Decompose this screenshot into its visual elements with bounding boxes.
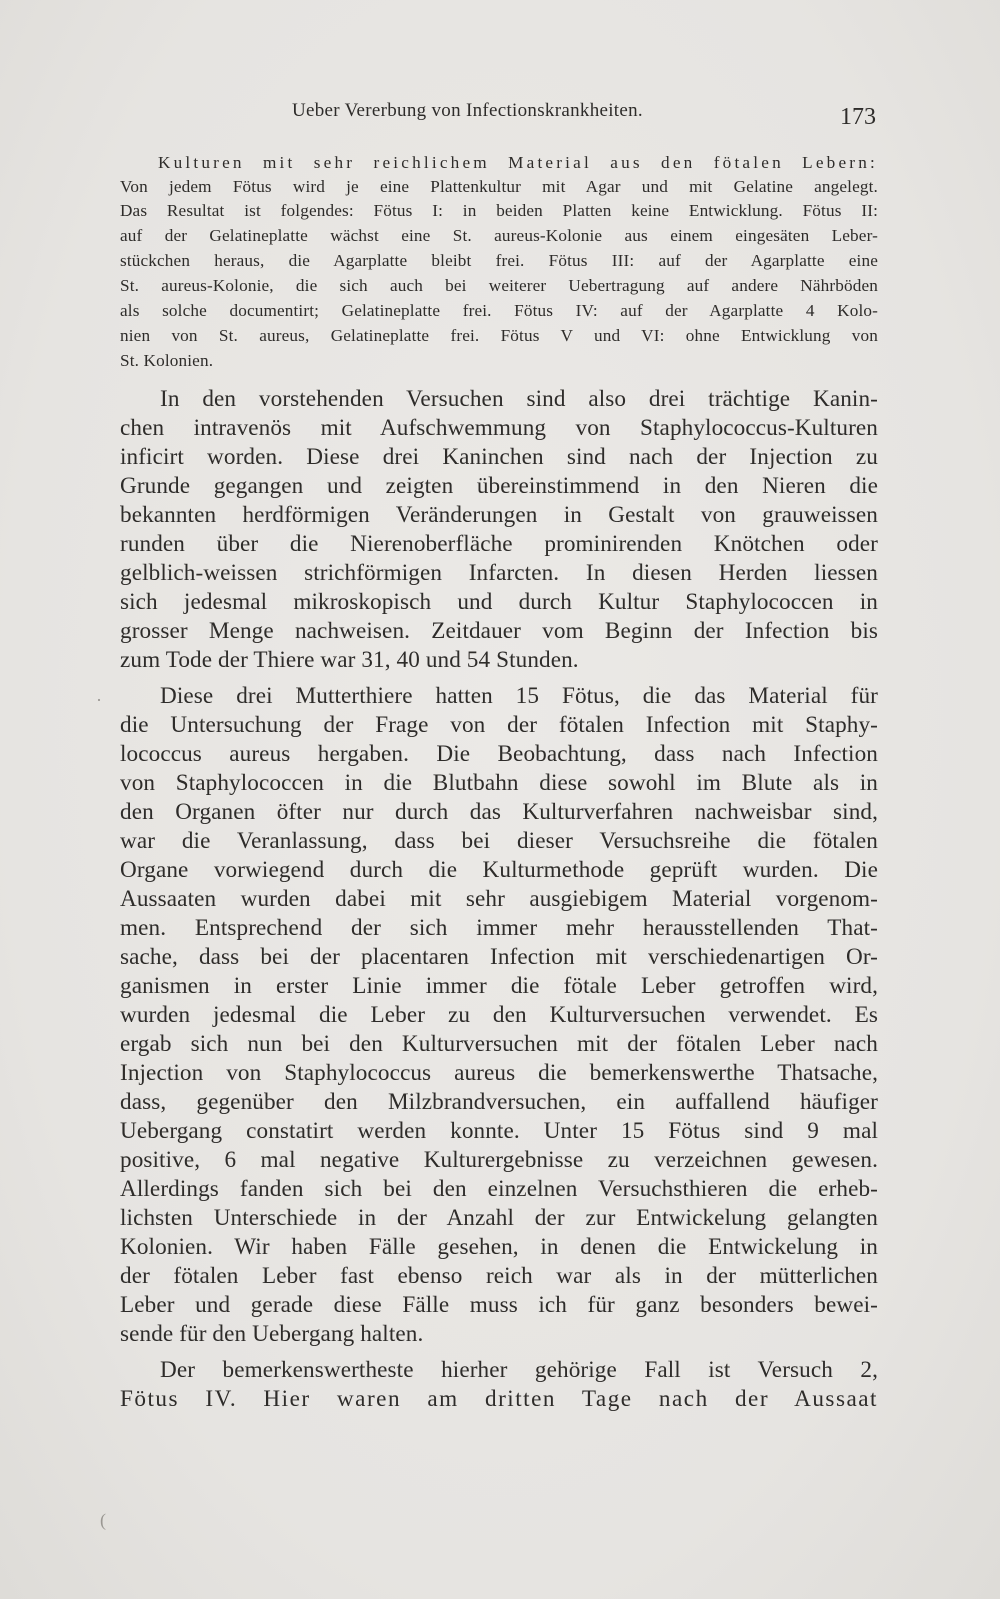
text-line: Aussaaten wurden dabei mit sehr ausgiebigem Material vorgenom- (120, 886, 878, 912)
text-line: dass, gegenüber den Milzbrandversuchen, ein auffallend häufiger (120, 1089, 878, 1115)
text-line: men. Entsprechend der sich immer mehr herausstellenden That- (120, 915, 878, 941)
text-line: Diese drei Mutterthiere hatten 15 Fötus, die das Material für (160, 683, 878, 709)
text-line: positive, 6 mal negative Kulturergebnisse zu verzeichnen gewesen. (120, 1147, 878, 1173)
text-line: sache, dass bei der placentaren Infection mit verschiedenartigen Or- (120, 944, 878, 970)
text-line: Uebergang constatirt werden konnte. Unter 15 Fötus sind 9 mal (120, 1118, 878, 1144)
text-line: bekannten herdförmigen Veränderungen in Gestalt von grauweissen (120, 502, 878, 528)
text-line: St. Kolonien. (120, 351, 214, 370)
text-line: zum Tode der Thiere war 31, 40 und 54 Stunden. (120, 647, 579, 673)
text-line: als solche documentirt; Gelatineplatte frei. Fötus IV: auf der Agarplatte 4 Kolo- (120, 301, 878, 320)
page-number: 173 (840, 104, 876, 130)
scan-speck: ( (100, 1510, 106, 1530)
scan-speck: · (96, 690, 102, 710)
text-line: In den vorstehenden Versuchen sind also drei trächtige Kanin- (160, 386, 878, 412)
text-line: war die Veranlassung, dass bei dieser Versuchsreihe die fötalen (120, 828, 878, 854)
text-line: stückchen heraus, die Agarplatte bleibt frei. Fötus III: auf der Agarplatte eine (120, 251, 878, 270)
text-line: Organe vorwiegend durch die Kulturmethode geprüft wurden. Die (120, 857, 878, 883)
text-line: die Untersuchung der Frage von der fötalen Infection mit Staphy- (120, 712, 878, 738)
text-line: Allerdings fanden sich bei den einzelnen Versuchsthieren die erheb- (120, 1176, 878, 1202)
text-line: runden über die Nierenoberfläche prominirenden Knötchen oder (120, 531, 878, 557)
text-line: Von jedem Fötus wird je eine Plattenkultur mit Agar und mit Gelatine angelegt. (120, 177, 878, 196)
text-line: chen intravenös mit Aufschwemmung von Staphylococcus-Kulturen (120, 415, 878, 441)
text-line: nien von St. aureus, Gelatineplatte frei. Fötus V und VI: ohne Entwicklung von (120, 326, 878, 345)
text-line: Das Resultat ist folgendes: Fötus I: in beiden Platten keine Entwicklung. Fötus II: (120, 201, 878, 220)
text-line: lichsten Unterschiede in der Anzahl der zur Entwickelung gelangten (120, 1205, 878, 1231)
text-line: ganismen in erster Linie immer die fötale Leber getroffen wird, (120, 973, 878, 999)
text-line: lococcus aureus hergaben. Die Beobachtung, dass nach Infection (120, 741, 878, 767)
text-line: Leber und gerade diese Fälle muss ich für ganz besonders bewei- (120, 1292, 878, 1318)
text-line: Injection von Staphylococcus aureus die bemerkenswerthe Thatsache, (120, 1060, 878, 1086)
text-line: Fötus IV. Hier waren am dritten Tage nach der Aussaat (120, 1386, 878, 1412)
text-line: inficirt worden. Diese drei Kaninchen sind nach der Injection zu (120, 444, 878, 470)
text-line: gelblich-weissen strichförmigen Infarcten. In diesen Herden liessen (120, 560, 878, 586)
text-line: sich jedesmal mikroskopisch und durch Kultur Staphylococcen in (120, 589, 878, 615)
text-line: Kolonien. Wir haben Fälle gesehen, in denen die Entwickelung in (120, 1234, 878, 1260)
text-line: ergab sich nun bei den Kulturversuchen mit der fötalen Leber nach (120, 1031, 878, 1057)
page-header (110, 96, 880, 136)
text-line: der fötalen Leber fast ebenso reich war als in der mütterlichen (120, 1263, 878, 1289)
text-line: sende für den Uebergang halten. (120, 1321, 424, 1347)
text-line: auf der Gelatineplatte wächst eine St. aureus-Kolonie aus einem eingesäten Leber- (120, 226, 878, 245)
text-line: grosser Menge nachweisen. Zeitdauer vom Beginn der Infection bis (120, 618, 878, 644)
text-line: von Staphylococcen in die Blutbahn diese sowohl im Blute als in (120, 770, 878, 796)
text-line: Kulturen mit sehr reichlichem Material aus den fötalen Lebern: (158, 153, 878, 172)
text-line: Der bemerkenswertheste hierher gehörige Fall ist Versuch 2, (160, 1357, 878, 1383)
text-line: Grunde gegangen und zeigten übereinstimmend in den Nieren die (120, 473, 878, 499)
text-line: den Organen öfter nur durch das Kulturverfahren nachweisbar sind, (120, 799, 878, 825)
text-line: St. aureus-Kolonie, die sich auch bei weiterer Uebertragung auf andere Nährböden (120, 276, 878, 295)
text-line: wurden jedesmal die Leber zu den Kulturversuchen verwendet. Es (120, 1002, 878, 1028)
running-title: Ueber Vererbung von Infectionskrankheiten. (292, 100, 643, 121)
